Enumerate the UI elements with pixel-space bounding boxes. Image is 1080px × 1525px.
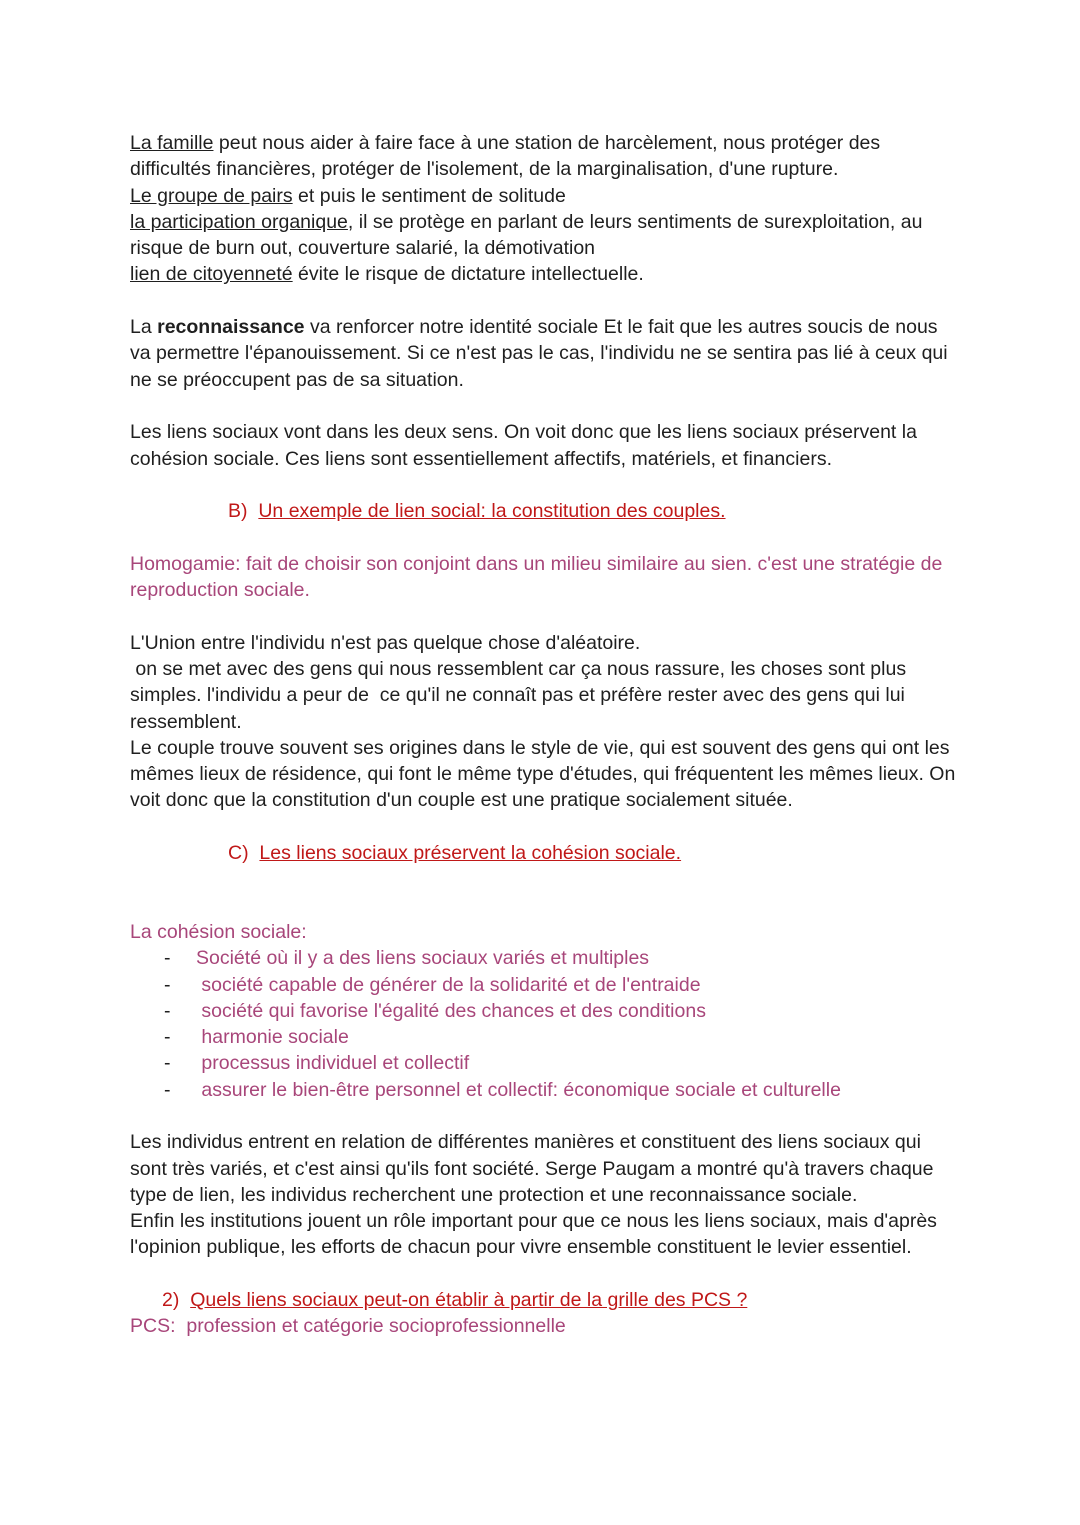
- paragraph-conclusion-1: Les individus entrent en relation de différentes manières et constituent des liens sociaux qui sont très variés, et c'est ainsi qu'ils font société. Serge Paugam a montré qu'à travers chaque type de lien, les individus recherchent une protection et une reconnaissance sociale.: [130, 1131, 934, 1206]
- term-pairs: Le groupe de pairs: [130, 184, 293, 207]
- paragraph-reconnaissance: La reconnaissance va renforcer notre identité sociale Et le fait que les autres soucis de nous va permettre l'épanouissement. Si ce n'est pas le cas, l'individu ne se sentira pas lié à ceux qui ne se préoccupent pas de sa situation.: [130, 316, 948, 391]
- paragraph-conclusion-2: Enfin les institutions jouent un rôle important pour que ce nous les liens sociaux, mais d'après l'opinion publique, les efforts de chacun pour vivre ensemble constituent le levier essentiel.: [130, 1210, 937, 1259]
- paragraph-pairs: Le groupe de pairs et puis le sentiment de solitude: [130, 184, 566, 207]
- list-item: - société qui favorise l'égalité des chances et des conditions: [164, 998, 960, 1024]
- paragraph-participation: la participation organique, il se protège en parlant de leurs sentiments de surexploitation, au risque de burn out, couverture salarié, la démotivation: [130, 210, 923, 260]
- list-item: - harmonie sociale: [164, 1024, 960, 1050]
- list-item: - Société où il y a des liens sociaux variés et multiples: [164, 945, 960, 971]
- definition-homogamie: Homogamie: fait de choisir son conjoint dans un milieu similaire au sien. c'est une stratégie de reproduction sociale.: [130, 552, 943, 602]
- term-reconnaissance: reconnaissance: [157, 316, 305, 339]
- paragraph-famille: La famille peut nous aider à faire face à une station de harcèlement, nous protéger des difficultés financières, protéger de l'isolement, de la marginalisation, d'une rupture.: [130, 132, 881, 181]
- cohesion-title: La cohésion sociale:: [130, 920, 307, 943]
- paragraph-citoyennete: lien de citoyenneté évite le risque de dictature intellectuelle.: [130, 263, 644, 286]
- term-famille: La famille: [130, 132, 214, 154]
- section-heading-b: B) Un exemple de lien social: la constitution des couples.: [228, 500, 726, 523]
- paragraph-union-3: Le couple trouve souvent ses origines dans le style de vie, qui est souvent des gens qui ont les mêmes lieux de résidence, qui font le même type d'études, qui fréquentent les mêmes lieux. On voit donc que la constitution d'un couple est une pratique socialement située.: [130, 736, 956, 812]
- document-body: [130, 130, 960, 1340]
- definition-pcs: PCS: profession et catégorie socioprofessionnelle: [130, 1315, 566, 1338]
- paragraph-union-1: L'Union entre l'individu n'est pas quelque chose d'aléatoire.: [130, 631, 641, 654]
- section-heading-2: 2) Quels liens sociaux peut-on établir à partir de la grille des PCS ?: [162, 1289, 748, 1312]
- cohesion-list: [130, 945, 960, 1103]
- paragraph-liens-sociaux: Les liens sociaux vont dans les deux sens. On voit donc que les liens sociaux préservent la cohésion sociale. Ces liens sont essentiellement affectifs, matériels, et financiers.: [130, 421, 917, 470]
- section-heading-c: C) Les liens sociaux préservent la cohésion sociale.: [228, 842, 682, 865]
- list-item: - société capable de générer de la solidarité et de l'entraide: [164, 972, 960, 998]
- list-item: - assurer le bien-être personnel et collectif: économique sociale et culturelle: [164, 1077, 960, 1103]
- term-citoyennete: lien de citoyenneté: [130, 263, 293, 286]
- term-participation: la participation organique: [130, 210, 348, 233]
- list-item: - processus individuel et collectif: [164, 1050, 960, 1076]
- paragraph-union-2: on se met avec des gens qui nous ressemblent car ça nous rassure, les choses sont plus simples. l'individu a peur de ce qu'il ne connaît pas et préfère rester avec des gens qui lui ressemblent.: [130, 657, 912, 733]
